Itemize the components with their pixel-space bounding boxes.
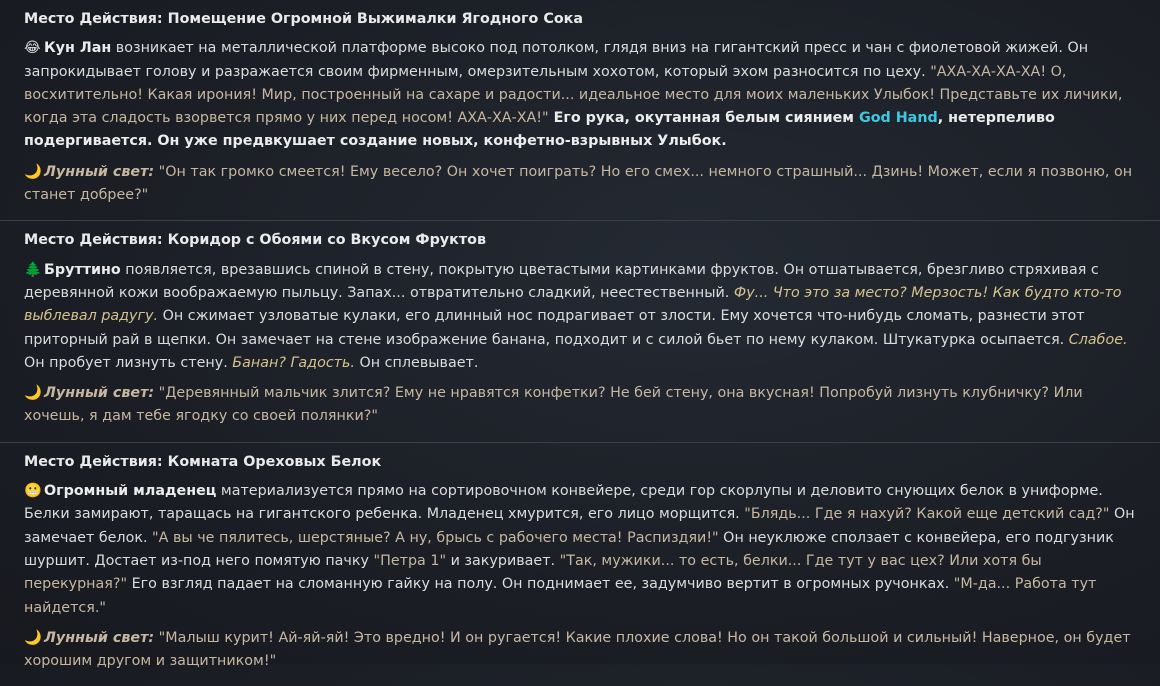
- laughing-face-icon: 😂: [24, 40, 41, 57]
- narration-text: Он сжимает узловатые кулаки, его длинный нос подрагивает от злости. Ему хочется что-нибудь сломать, разнести этот приторный рай в щепки. Он замечает на стене изображение банана, подходит и с силой бьет по нему кулаком. Штукатурка осыпается.: [24, 308, 1085, 348]
- narration-text: Он пробует лизнуть стену.: [24, 354, 233, 371]
- narration-text: Его рука, окутанная белым сиянием: [548, 110, 859, 127]
- narration-text: появляется, врезавшись спиной в стену, покрытую цветастыми картинками фруктов. Он отшатывается, брезгливо стряхивая с деревянной кожи воображаемую пыльцу. Запах... отвратительно сладкий, неестественный.: [24, 261, 1099, 301]
- character-name: Кун Лан: [44, 40, 112, 57]
- character-name: Бруттино: [44, 261, 121, 278]
- scene-section: [0, 443, 1160, 686]
- scene-section: [0, 221, 1160, 442]
- baby-face-icon: 😬: [24, 483, 42, 500]
- narration-text: и закуривает.: [446, 552, 560, 569]
- crescent-moon-icon: 🌙: [24, 163, 42, 180]
- moonlight-label: Лунный свет:: [44, 163, 155, 180]
- moonlight-text: "Он так громко смеется! Ему весело? Он хочет поиграть? Но его смех... немного страшный... Дзинь! Может, если я позвоню, он станет добрее?": [24, 163, 1133, 204]
- scene-heading: Место Действия: Помещение Огромной Выжималки Ягодного Сока: [24, 11, 583, 27]
- quote-text: "Так, мужики... то есть, белки... Где тут у вас цех? Или хотя бы перекурная?": [24, 552, 1042, 593]
- quote-text: "А вы че пялитесь, шерстяные? А ну, брысь с рабочего места! Распиздяи!": [152, 529, 719, 546]
- moonlight-label: Лунный свет:: [44, 385, 155, 402]
- quote-text: "Блядь... Где я нахуй? Какой еще детский сад?": [744, 506, 1110, 523]
- thought-text: Слабое.: [1068, 331, 1128, 348]
- scene-paragraph: [24, 480, 1144, 620]
- god-hand-link[interactable]: God Hand: [858, 110, 938, 127]
- crescent-moon-icon: 🌙: [24, 385, 42, 402]
- narration-text: возникает на металлической платформе высоко под потолком, глядя вниз на гигантский пресс и чан с фиолетовой жижей. Он запрокидывает голову и разражается своим фирменным, омерзительным хохотом, который эхом разносится по цеху.: [24, 40, 1089, 80]
- narration-text: Он неуклюже сползает с конвейера, его подгузник шуршит. Достает из-под него помятую пачку: [24, 529, 1114, 569]
- thought-text: Банан? Гадость.: [232, 354, 355, 371]
- moonlight-paragraph: [24, 161, 1144, 208]
- quote-text: "М-да... Работа тут найдется.": [24, 576, 1097, 616]
- scene-paragraph: [24, 259, 1144, 375]
- scene-heading: Место Действия: Коридор с Обоями со Вкусом Фруктов: [24, 232, 486, 249]
- crescent-moon-icon: 🌙: [24, 629, 42, 646]
- narration-text: Его взгляд падает на сломанную гайку на полу. Он поднимает ее, задумчиво вертит в огромных ручонках.: [127, 576, 954, 593]
- moonlight-paragraph: [24, 627, 1144, 674]
- moonlight-label: Лунный свет:: [44, 629, 155, 646]
- quote-text: "Петра 1": [373, 552, 447, 569]
- narration-text: Он замечает белок.: [24, 506, 1135, 546]
- scene-section: [0, 0, 1160, 221]
- thought-text: Фу... Что это за место? Мерзость! Как будто кто-то выблевал радугу.: [24, 284, 1122, 325]
- character-name: Огромный младенец: [44, 483, 217, 500]
- narration-text: материализуется прямо на сортировочном конвейере, среди гор скорлупы и деловито снующих белок в униформе. Белки замирают, таращась на гигантского ребенка. Младенец хмурится, его лицо морщится.: [24, 483, 1103, 523]
- tree-icon: 🌲: [24, 261, 42, 278]
- quote-text: "АХА-ХА-ХА-ХА! О, восхитительно! Какая ирония! Мир, построенный на сахаре и радости... идеальное место для моих маленьких Улыбок! Представьте их личики, когда эта сладость взорвется прямо у них перед носом! АХА-ХА-ХА!": [24, 63, 1123, 127]
- moonlight-paragraph: [24, 382, 1144, 429]
- moonlight-text: "Деревянный мальчик злится? Ему не нравятся конфетки? Не бей стену, она вкусная! Попробуй лизнуть клубничку? Или хочешь, я дам тебе ягодку со своей полянки?": [24, 385, 1083, 425]
- scene-heading: Место Действия: Комната Ореховых Белок: [24, 453, 382, 470]
- moonlight-text: "Малыш курит! Ай-яй-яй! Это вредно! И он ругается! Какие плохие слова! Но он такой большой и сильный! Наверное, он будет хорошим другом и защитником!": [24, 629, 1131, 670]
- narration-text: , нетерпеливо подергивается. Он уже предвкушает создание новых, конфетно-взрывных Улыбок.: [24, 110, 1055, 150]
- scene-paragraph: [24, 37, 1144, 153]
- narration-text: Он сплевывает.: [354, 354, 479, 371]
